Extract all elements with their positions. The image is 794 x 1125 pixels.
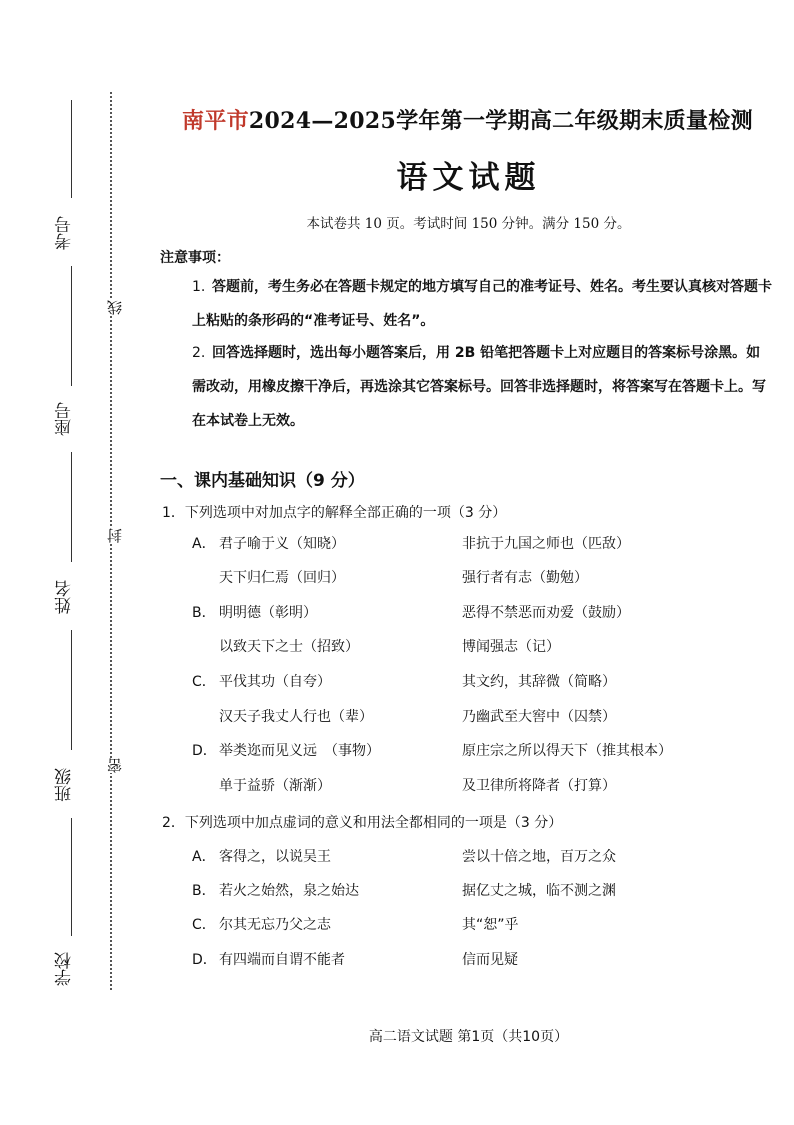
option-text: 明明德（彰明） — [219, 605, 317, 621]
note-text: 回答选择题时，选出每小题答案后，用 2B 铅笔把答题卡上对应题目的答案标号涂黑。如需改动，用橡皮擦干净后，再选涂其它答案标号。回答非选择题时，将答案写在答题卡上。写在本试卷上无效。 — [192, 345, 766, 429]
option-text: 举类迩而见义远 （事物） — [219, 743, 380, 759]
option-letter: A． — [192, 536, 216, 552]
option-text: 博闻强志（记） — [462, 639, 560, 655]
option-text: 以致天下之士（招致） — [219, 639, 359, 655]
option-text: 非抗于九国之师也（匹敌） — [462, 536, 630, 552]
seat-line — [71, 266, 72, 386]
option-letter: D． — [192, 743, 217, 759]
exam-title: 南平市2024—2025学年第一学期高二年级期末质量检测 — [182, 108, 753, 134]
name-line — [71, 452, 72, 562]
option-text: 尔其无忘乃父之志 — [219, 917, 331, 933]
note-item — [192, 336, 772, 438]
option-text: 据亿丈之城，临不测之渊 — [462, 883, 616, 899]
option-text: 君子喻于义（知晓） — [219, 536, 345, 552]
page-footer: 高二语文试题 第1页（共10页） — [368, 1029, 569, 1045]
option-text: 尝以十倍之地，百万之众 — [462, 849, 616, 865]
option-letter: D． — [192, 952, 217, 968]
exam-subtitle: 语文试题 — [396, 160, 541, 196]
option-text: 原庄宗之所以得天下（推其根本） — [462, 743, 672, 759]
option-text: 信而见疑 — [462, 952, 518, 968]
option-letter: B． — [192, 883, 216, 899]
option-text: 乃幽武至大窖中（囚禁） — [462, 709, 616, 725]
option-text: 单于益骄（渐渐） — [219, 778, 331, 794]
seal-word-seal: 封 — [106, 528, 124, 543]
option-letter: C． — [192, 917, 216, 933]
option-text: 及卫律所将降者（打算） — [462, 778, 616, 794]
class-label: 班级 — [55, 768, 75, 802]
option-text: 若火之始然，泉之始达 — [219, 883, 359, 899]
school-line — [71, 818, 72, 936]
section-heading: 一、课内基础知识（9 分） — [160, 471, 365, 491]
option-text: 其“恕”乎 — [462, 917, 519, 933]
option-text: 天下归仁焉（回归） — [219, 570, 345, 586]
school-label: 学校 — [55, 952, 75, 986]
option-text: 有四端而自谓不能者 — [219, 952, 345, 968]
note-item — [192, 270, 772, 338]
option-text: 平伐其功（自夸） — [219, 674, 331, 690]
option-text: 客得之，以说吴王 — [219, 849, 331, 865]
notes-title: 注意事项： — [160, 250, 230, 266]
name-label: 姓名 — [55, 580, 75, 614]
question-1-stem: 1．下列选项中对加点字的解释全部正确的一项（3 分） — [162, 505, 507, 521]
option-text: 汉天子我丈人行也（辈） — [219, 709, 373, 725]
seal-word-secret: 密 — [106, 758, 124, 773]
option-letter: A． — [192, 849, 216, 865]
note-number: 1. — [192, 279, 206, 295]
note-text: 答题前，考生务必在答题卡规定的地方填写自己的准考证号、姓名。考生要认真核对答题卡上粘贴的条形码的“准考证号、姓名”。 — [192, 279, 772, 329]
class-line — [71, 630, 72, 750]
exam-no-line — [71, 100, 72, 198]
option-text: 其文约，其辞微（简略） — [462, 674, 616, 690]
option-letter: B． — [192, 605, 216, 621]
question-2-stem: 2．下列选项中加点虚词的意义和用法全都相同的一项是（3 分） — [162, 815, 563, 831]
option-text: 恶得不禁恶而劝爱（鼓励） — [462, 605, 630, 621]
exam-no-label: 考号 — [55, 216, 75, 250]
option-text: 强行者有志（勤勉） — [462, 570, 588, 586]
binding-margin — [0, 0, 130, 1125]
seat-label: 座号 — [55, 402, 75, 436]
exam-meta: 本试卷共 10 页。考试时间 150 分钟。满分 150 分。 — [306, 216, 631, 232]
note-number: 2. — [192, 345, 206, 361]
seal-word-line: 线 — [106, 300, 124, 315]
option-letter: C． — [192, 674, 216, 690]
